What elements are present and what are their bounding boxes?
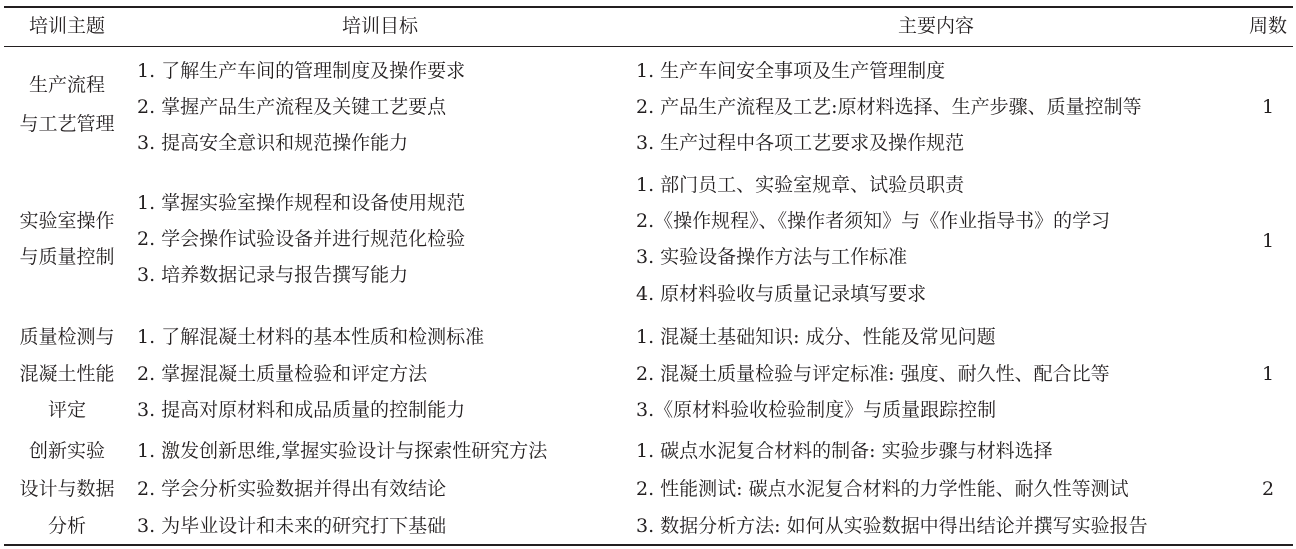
row4-weeks: 2	[1261, 478, 1275, 500]
row2-content-2: 2.《操作规程》、《操作者须知》与《作业指导书》的学习	[636, 210, 1111, 232]
row4-content-2: 2. 性能测试: 碳点水泥复合材料的力学性能、耐久性等测试	[636, 478, 1129, 500]
row3-topic-line3: 评定	[47, 399, 86, 421]
row4-goal-1: 1. 激发创新思维,掌握实验设计与探索性研究方法	[137, 440, 548, 462]
header-topic: 培训主题	[28, 15, 105, 37]
row2-content-3: 3. 实验设备操作方法与工作标准	[636, 246, 908, 268]
row1-content-3: 3. 生产过程中各项工艺要求及操作规范	[636, 132, 965, 154]
row4-topic-line1: 创新实验	[28, 440, 105, 462]
row1-topic-line2: 与工艺管理	[19, 113, 115, 135]
row2-goal-3: 3. 培养数据记录与报告撰写能力	[137, 264, 409, 286]
row3-content-2: 2. 混凝土质量检验与评定标准: 强度、耐久性、配合比等	[636, 363, 1110, 385]
row1-content-1: 1. 生产车间安全事项及生产管理制度	[636, 60, 946, 82]
table-top-rule	[4, 6, 1293, 8]
row1-content-2: 2. 产品生产流程及工艺:原材料选择、生产步骤、质量控制等	[636, 96, 1142, 118]
row4-content-3: 3. 数据分析方法: 如何从实验数据中得出结论并撰写实验报告	[636, 515, 1148, 537]
row2-goal-2: 2. 学会操作试验设备并进行规范化检验	[137, 228, 466, 250]
header-weeks: 周数	[1249, 15, 1288, 37]
row1-topic-line1: 生产流程	[28, 74, 105, 96]
row1-weeks: 1	[1261, 96, 1275, 118]
row3-weeks: 1	[1261, 363, 1275, 385]
row4-content-1: 1. 碳点水泥复合材料的制备: 实验步骤与材料选择	[636, 440, 1053, 462]
row3-goal-3: 3. 提高对原材料和成品质量的控制能力	[137, 399, 466, 421]
row2-weeks: 1	[1261, 230, 1275, 252]
header-goal: 培训目标	[341, 15, 418, 37]
row1-goal-3: 3. 提高安全意识和规范操作能力	[137, 132, 409, 154]
row4-goal-3: 3. 为毕业设计和未来的研究打下基础	[137, 515, 447, 537]
row4-topic-line3: 分析	[47, 515, 86, 537]
row2-content-1: 1. 部门员工、实验室规章、试验员职责	[636, 174, 965, 196]
row3-content-1: 1. 混凝土基础知识: 成分、性能及常见问题	[636, 326, 996, 348]
row3-topic-line2: 混凝土性能	[19, 363, 115, 385]
row2-topic-line2: 与质量控制	[19, 246, 115, 268]
row1-goal-1: 1. 了解生产车间的管理制度及操作要求	[137, 60, 466, 82]
row3-topic-line1: 质量检测与	[19, 326, 115, 348]
table-bottom-rule	[4, 544, 1293, 546]
row4-topic-line2: 设计与数据	[19, 478, 115, 500]
row3-goal-2: 2. 掌握混凝土质量检验和评定方法	[137, 363, 428, 385]
row1-goal-2: 2. 掌握产品生产流程及关键工艺要点	[137, 96, 447, 118]
header-bottom-rule	[4, 46, 1293, 47]
row4-goal-2: 2. 学会分析实验数据并得出有效结论	[137, 478, 447, 500]
row2-topic-line1: 实验室操作	[19, 210, 115, 232]
row3-content-3: 3.《原材料验收检验制度》与质量跟踪控制	[636, 399, 997, 421]
row3-goal-1: 1. 了解混凝土材料的基本性质和检测标准	[137, 326, 485, 348]
header-content: 主要内容	[897, 15, 974, 37]
row2-goal-1: 1. 掌握实验室操作规程和设备使用规范	[137, 192, 466, 214]
row2-content-4: 4. 原材料验收与质量记录填写要求	[636, 283, 927, 305]
